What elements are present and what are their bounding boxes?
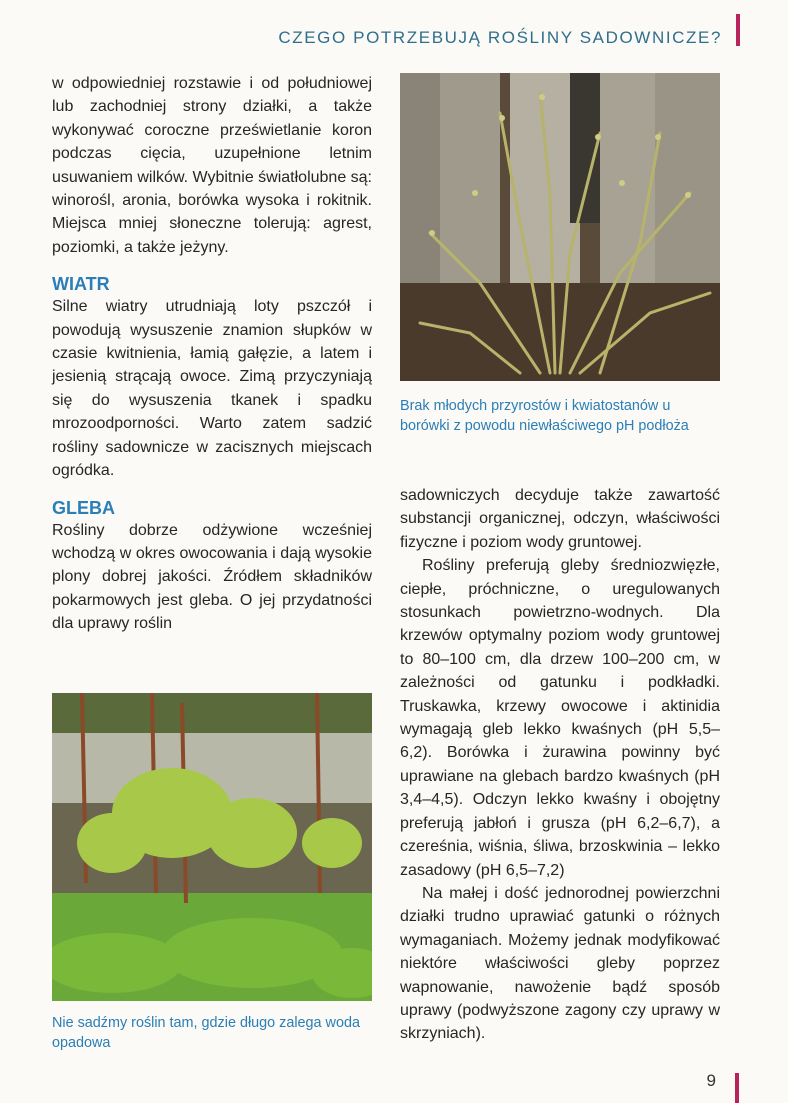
blueberry-bush-photo <box>400 73 720 381</box>
wind-heading: WIATR <box>52 274 110 295</box>
soil-paragraph: Rośliny dobrze odżywione wcześniej wchodzą w okres owocowania i dają wysokie plony dobrej jakości. Źródłem składników pokarmowych jest gleba. O jej przydatności dla uprawy roślin <box>52 521 372 633</box>
page-number: 9 <box>706 1071 716 1090</box>
photo-caption-bottom: Nie sadźmy roślin tam, gdzie długo zalega woda opadowa <box>52 1015 360 1051</box>
right-paragraph-3: Na małej i dość jednorodnej powierzchni działki trudno uprawiać gatunki o różnych wymaganiach. Możemy jednak modyfikować niektóre właściwości gleby poprzez wapnowanie, nawożenie bądź sposób uprawy (podwyższone zagony czy uprawy w skrzyniach). <box>400 884 720 1043</box>
right-paragraph-1: sadowniczych decyduje także zawartość substancji organicznej, odczyn, właściwości fizyczne i poziom wody gruntowej. <box>400 487 720 551</box>
photo-caption-top: Brak młodych przyrostów i kwiatostanów u borówki z powodu niewłaściwego pH podłoża <box>400 398 689 434</box>
intro-paragraph: w odpowiedniej rozstawie i od południowej lub zachodniej strony działki, a także wykonywać coroczne prześwietlanie koron podczas cięcia, uzupełnione letnim usuwaniem wilków. Wybitnie światłolubne są: winorośl, aronia, borówka wysoka i rokitnik. Miejsca mniej słoneczne tolerują: agrest, poziomki, a także jeżyny. <box>52 75 372 256</box>
right-paragraph-2: Rośliny preferują gleby średniozwięzłe, ciepłe, próchniczne, o uregulowanych stosunkach powietrzno-wodnych. Dla krzewów optymalny poziom wody gruntowej to 80–100 cm, dla drzew 100–200 cm, w zależności od gatunku i podkładki. Truskawka, krzewy owocowe i aktinidia wymagają gleb lekko kwaśnych (pH 5,5–6,2). Borówka i żurawina powinny być uprawiane na glebach bardzo kwaśnych (pH 3,4–4,5). Odczyn lekko kwaśny i obojętny preferują jabłoń i grusza (pH 6,2–6,7), a czereśnia, wiśnia, śliwa, brzoskwinia – lekko zasadowy (pH 6,5–7,2) <box>400 557 720 879</box>
soil-heading: GLEBA <box>52 497 115 518</box>
page-accent-bar <box>735 1073 739 1103</box>
flooded-plants-photo <box>52 693 372 1001</box>
header-accent-bar <box>736 14 740 46</box>
running-header: CZEGO POTRZEBUJĄ ROŚLINY SADOWNICZE? <box>278 28 722 47</box>
right-column <box>400 484 720 1046</box>
left-column <box>52 72 372 636</box>
wind-paragraph: Silne wiatry utrudniają loty pszczół i powodują wysuszenie znamion słupków w czasie kwitnienia, łamią gałęzie, a latem i jesienią strącają owoce. Zimą przyczyniają się do wysuszenia tkanek i spadku mrozoodporności. Warto zatem sadzić rośliny sadownicze w zacisznych miejscach ogródka. <box>52 298 372 480</box>
